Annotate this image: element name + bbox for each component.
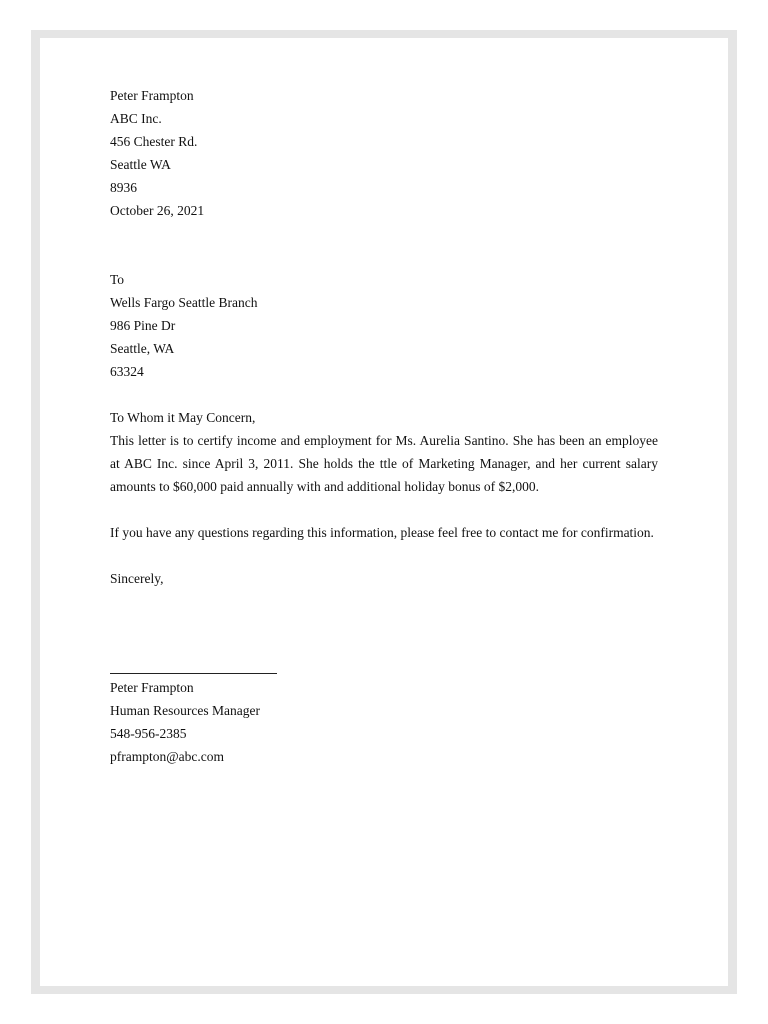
recipient-city-state: Seattle, WA <box>110 341 175 356</box>
recipient-zip: 63324 <box>110 364 144 379</box>
closing: Sincerely, <box>110 571 164 586</box>
recipient-street: 986 Pine Dr <box>110 318 176 333</box>
recipient-name: Wells Fargo Seattle Branch <box>110 295 258 310</box>
sender-zip: 8936 <box>110 180 137 195</box>
page-border <box>31 30 737 994</box>
sender-block <box>110 84 658 222</box>
sender-city-state: Seattle WA <box>110 157 171 172</box>
signer-name: Peter Frampton <box>110 680 194 695</box>
letter-page <box>40 38 728 986</box>
body-paragraph-2: If you have any questions regarding this information, please feel free to contact me for confirmation. <box>110 525 654 540</box>
signer-email: pframpton@abc.com <box>110 749 225 764</box>
letter-date: October 26, 2021 <box>110 203 205 218</box>
sender-company: ABC Inc. <box>110 111 162 126</box>
signer-title: Human Resources Manager <box>110 703 260 718</box>
signature-block <box>110 676 658 768</box>
body-paragraph-1: This letter is to certify income and employment for Ms. Aurelia Santino. She has been an employee at ABC Inc. since April 3, 2011. She holds the ttle of Marketing Manager, and her current salary amounts to $60,000 paid annually with and additional holiday bonus of $2,000. <box>110 433 658 494</box>
salutation: To Whom it May Concern, <box>110 410 256 425</box>
signature-line <box>110 673 277 674</box>
recipient-block <box>110 268 658 383</box>
sender-name: Peter Frampton <box>110 88 194 103</box>
recipient-to-label: To <box>110 272 125 287</box>
signer-phone: 548-956-2385 <box>110 726 187 741</box>
letter-content <box>110 84 658 768</box>
sender-street: 456 Chester Rd. <box>110 134 198 149</box>
